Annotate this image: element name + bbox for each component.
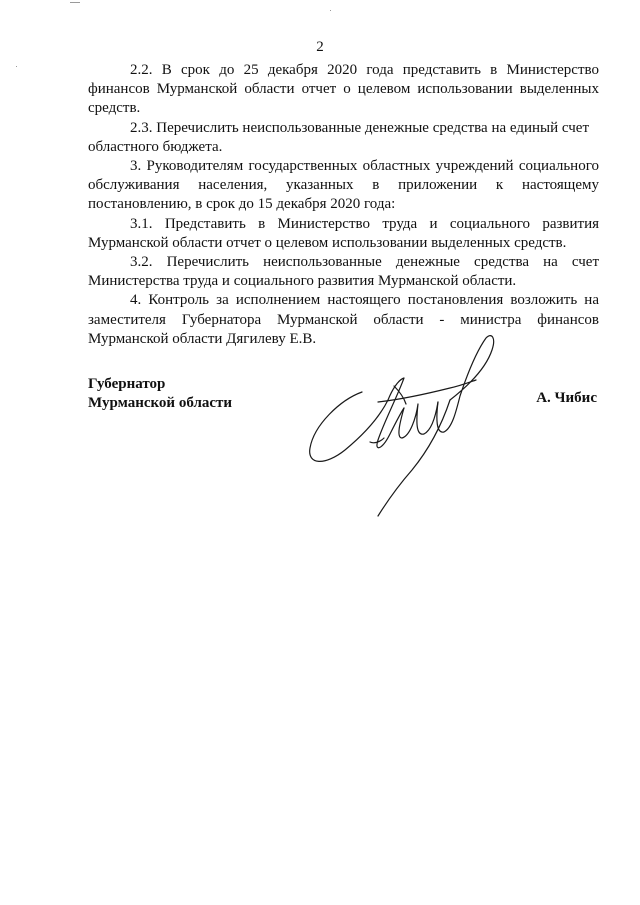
page-number: 2 xyxy=(316,39,324,55)
document-body xyxy=(88,61,599,349)
signatory-title xyxy=(88,375,232,413)
signatory-title-line2: Мурманской области xyxy=(88,395,233,411)
paragraph-2-2: 2.2. В срок до 25 декабря 2020 года представить в Министерство финансов Мурманской области отчет о целевом использовании выделенных средств. xyxy=(88,62,599,117)
handwritten-signature-icon xyxy=(300,330,510,520)
signatory-name: А. Чибис xyxy=(536,390,597,406)
paragraph-3-2: 3.2. Перечислить неиспользованные денежные средства на счет Министерства труда и социального развития Мурманской области. xyxy=(88,254,599,290)
signatory-title-line1: Губернатор xyxy=(88,376,166,392)
paragraph-3-1: 3.1. Представить в Министерство труда и социального развития Мурманской области отчет о целевом использовании выделенных средств. xyxy=(88,215,599,251)
scan-mark xyxy=(70,2,80,3)
scan-mark xyxy=(16,66,17,67)
scan-mark xyxy=(330,10,331,11)
paragraph-4: 4. Контроль за исполнением настоящего постановления возложить на заместителя Губернатора Мурманской области - министра финансов Мурманской области Дягилеву Е.В. xyxy=(88,292,599,347)
paragraph-3: 3. Руководителям государственных областных учреждений социального обслуживания населения, указанных в приложении к настоящему постановлению, в срок до 15 декабря 2020 года: xyxy=(88,158,599,213)
paragraph-2-3: 2.3. Перечислить неиспользованные денежные средства на единый счет областного бюджета. xyxy=(88,119,590,155)
